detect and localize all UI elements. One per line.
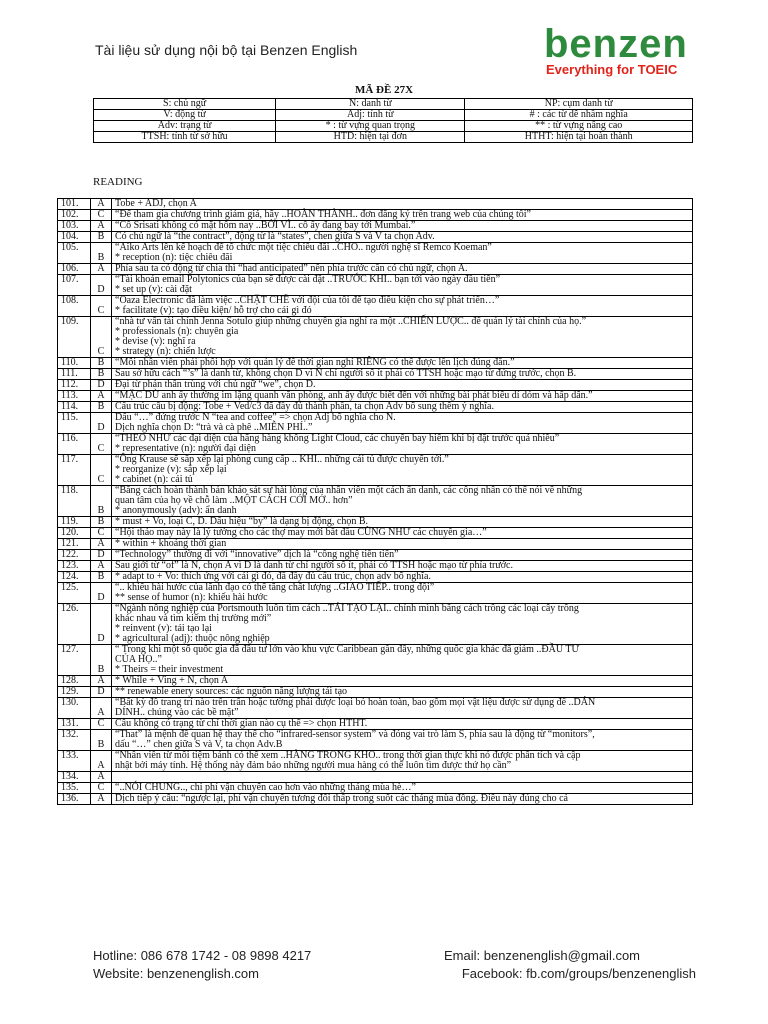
logo-tagline: Everything for TOEIC xyxy=(546,62,678,77)
answer-letter: A xyxy=(91,676,112,687)
question-number: 101. xyxy=(58,199,91,210)
answer-letter: C xyxy=(91,434,112,455)
answer-row xyxy=(58,296,693,317)
answer-row xyxy=(58,455,693,486)
explanation-line: * strategy (n): chiến lược xyxy=(115,346,216,357)
question-number: 112. xyxy=(58,380,91,391)
question-number: 110. xyxy=(58,358,91,369)
explanation-line: “That” là mệnh đề quan hệ thay thế cho “infrared-sensor system” và đóng vai trò làm S, phía sau là động từ “monitors”, xyxy=(115,729,595,740)
answer-row xyxy=(58,358,693,369)
explanation xyxy=(112,719,693,730)
answer-row xyxy=(58,730,693,751)
legend-cell: V: động từ xyxy=(94,110,276,121)
answer-row xyxy=(58,528,693,539)
question-number: 117. xyxy=(58,455,91,486)
question-number: 111. xyxy=(58,369,91,380)
answer-row xyxy=(58,794,693,805)
answer-row xyxy=(58,369,693,380)
explanation xyxy=(112,199,693,210)
explanation xyxy=(112,243,693,264)
explanation-line: * must + Vo, loại C, D. Dấu hiệu “by” là dạng bị động, chọn B. xyxy=(115,516,369,527)
question-number: 118. xyxy=(58,486,91,517)
answer-row xyxy=(58,583,693,604)
answer-letter: C xyxy=(91,296,112,317)
explanation xyxy=(112,572,693,583)
answer-row xyxy=(58,572,693,583)
answer-row xyxy=(58,380,693,391)
question-number: 136. xyxy=(58,794,91,805)
explanation-line: * anonymously (adv): ẩn danh xyxy=(115,505,237,516)
explanation xyxy=(112,550,693,561)
answer-row xyxy=(58,243,693,264)
explanation xyxy=(112,264,693,275)
explanation-line: * Theirs = their investment xyxy=(115,664,224,675)
answer-letter: A xyxy=(91,561,112,572)
legend-cell: TTSH: tính từ sở hữu xyxy=(94,132,276,143)
answer-letter: C xyxy=(91,783,112,794)
question-number: 115. xyxy=(58,413,91,434)
answer-row xyxy=(58,550,693,561)
legend-row xyxy=(94,99,693,110)
question-number: 134. xyxy=(58,772,91,783)
explanation-line: “Để tham gia chương trình giảm giá, hãy ..HOÀN THÀNH.. đơn đăng ký trên trang web của chúng tôi” xyxy=(115,209,531,220)
answer-row xyxy=(58,687,693,698)
explanation-line: Tobe + ADJ, chọn A xyxy=(115,198,197,209)
explanation-line: “Ngành nông nghiệp của Portsmouth luôn tìm cách ..TÁI TẠO LẠI.. chính mình bằng cách trồng các loại cây trồng xyxy=(115,603,579,614)
answer-letter: A xyxy=(91,221,112,232)
answer-letter: D xyxy=(91,604,112,645)
explanation xyxy=(112,783,693,794)
footer-website: Website: benzenenglish.com xyxy=(93,966,259,981)
explanation-line: * professionals (n): chuyên gia xyxy=(115,326,239,337)
answer-row xyxy=(58,772,693,783)
answer-table xyxy=(57,198,693,805)
explanation-line: “THEO NHƯ các đại diện của hãng hàng không Light Cloud, các chuyến bay hiếm khi bị đặt trước quá nhiều” xyxy=(115,433,560,444)
answer-letter: C xyxy=(91,528,112,539)
explanation xyxy=(112,391,693,402)
explanation-line: “Mỗi nhân viên phải phối hợp với quản lý để thời gian nghỉ RIÊNG có thể được lên lịch đúng đắn.” xyxy=(115,357,515,368)
explanation-line: * representative (n): người đại diện xyxy=(115,443,256,454)
explanation xyxy=(112,296,693,317)
explanation xyxy=(112,358,693,369)
explanation xyxy=(112,730,693,751)
explanation-line: “..NÓI CHUNG.., chi phí vận chuyển cao hơn vào những tháng mùa hè…” xyxy=(115,782,416,793)
explanation xyxy=(112,604,693,645)
answer-letter: D xyxy=(91,687,112,698)
question-number: 128. xyxy=(58,676,91,687)
question-number: 106. xyxy=(58,264,91,275)
answer-letter: D xyxy=(91,413,112,434)
question-number: 116. xyxy=(58,434,91,455)
footer-hotline: Hotline: 086 678 1742 - 08 9898 4217 xyxy=(93,948,312,963)
question-number: 135. xyxy=(58,783,91,794)
explanation xyxy=(112,583,693,604)
explanation-line: “MẶC DÙ anh ấy thường im lặng quanh văn phòng, anh ấy được biết đến với những bài phát biểu dí dỏm và hấp dẫn.” xyxy=(115,390,593,401)
explanation-line: “nhà tư vấn tài chính Jenna Sotulo giúp những chuyên gia nghỉ ra một ..CHIẾN LƯỢC.. để quản lý tài chính của họ.” xyxy=(115,316,587,327)
explanation-line: * within + khoảng thời gian xyxy=(115,538,227,549)
explanation xyxy=(112,539,693,550)
answer-letter: D xyxy=(91,583,112,604)
question-number: 131. xyxy=(58,719,91,730)
explanation-line: * agricultural (adj): thuộc nông nghiệp xyxy=(115,633,270,644)
logo-word: benzen xyxy=(544,22,688,66)
section-title: READING xyxy=(93,176,143,188)
answer-letter: B xyxy=(91,243,112,264)
explanation xyxy=(112,221,693,232)
legend-cell: ** : từ vựng nâng cao xyxy=(465,121,693,132)
benzen-logo xyxy=(544,24,686,77)
answer-letter: A xyxy=(91,794,112,805)
answer-letter: C xyxy=(91,317,112,358)
answer-row xyxy=(58,676,693,687)
answer-row xyxy=(58,413,693,434)
question-number: 109. xyxy=(58,317,91,358)
question-number: 133. xyxy=(58,751,91,772)
question-number: 102. xyxy=(58,210,91,221)
explanation-line: * adapt to + Vo: thích ứng với cái gì đó, đã đầy đủ cấu trúc, chọn adv bổ nghĩa. xyxy=(115,571,431,582)
legend-row xyxy=(94,132,693,143)
answer-letter: C xyxy=(91,455,112,486)
answer-row xyxy=(58,391,693,402)
answer-row xyxy=(58,751,693,772)
footer-email: Email: benzenenglish@gmail.com xyxy=(444,948,641,963)
answer-row xyxy=(58,539,693,550)
explanation-line: * facilitate (v): tạo điều kiện/ hỗ trợ cho cái gì đó xyxy=(115,305,312,316)
legend-table xyxy=(93,98,693,143)
explanation xyxy=(112,275,693,296)
answer-row xyxy=(58,199,693,210)
explanation xyxy=(112,751,693,772)
answer-letter: A xyxy=(91,199,112,210)
question-number: 129. xyxy=(58,687,91,698)
question-number: 105. xyxy=(58,243,91,264)
explanation-line: Cấu trúc câu bị động: Tobe + Ved/c3 đã đầy đủ thành phần, ta chọn Adv bổ sung thêm ý nghĩa. xyxy=(115,401,494,412)
explanation-line: “Oaza Electronic đã làm việc ..CHẶT CHẼ với đội của tôi để tạo điều kiện cho sự phát triển…” xyxy=(115,295,500,306)
question-number: 124. xyxy=(58,572,91,583)
answer-letter: B xyxy=(91,645,112,676)
answer-letter: B xyxy=(91,232,112,243)
legend-cell: Adj: tính từ xyxy=(276,110,465,121)
explanation xyxy=(112,794,693,805)
question-number: 132. xyxy=(58,730,91,751)
explanation-line: * While + Ving + N, chọn A xyxy=(115,675,229,686)
answer-row xyxy=(58,604,693,645)
explanation xyxy=(112,561,693,572)
answer-row xyxy=(58,783,693,794)
explanation-line: * reinvent (v): tái tạo lại xyxy=(115,623,212,634)
answer-letter: B xyxy=(91,572,112,583)
question-number: 103. xyxy=(58,221,91,232)
explanation xyxy=(112,210,693,221)
explanation-line: khác nhau và tìm kiếm thị trường mới” xyxy=(115,613,272,624)
explanation-line: “.. khiếu hài hước của lãnh đạo có thể tăng chất lượng ..GIAO TIẾP.. trong đội” xyxy=(115,582,435,593)
answer-row xyxy=(58,317,693,358)
explanation xyxy=(112,455,693,486)
answer-row xyxy=(58,434,693,455)
explanation xyxy=(112,645,693,676)
answer-letter: D xyxy=(91,380,112,391)
explanation-line: * cabinet (n): cái tủ xyxy=(115,474,193,485)
explanation xyxy=(112,517,693,528)
explanation-line: “Hội thảo may này là lý tưởng cho các thợ may mới bắt đầu CŨNG NHƯ các chuyên gia…” xyxy=(115,527,487,538)
explanation-line: Câu không có trạng từ chỉ thời gian nào cụ thể => chọn HTHT. xyxy=(115,718,368,729)
explanation-line: Đại từ phản thân trùng với chủ ngữ “we”, chọn D. xyxy=(115,379,316,390)
explanation-line: dấu “…” chen giữa S và V, ta chọn Adv.B xyxy=(115,739,283,750)
question-number: 126. xyxy=(58,604,91,645)
answer-row xyxy=(58,275,693,296)
question-number: 108. xyxy=(58,296,91,317)
explanation-line: * reception (n): tiệc chiêu đãi xyxy=(115,252,233,263)
explanation-line: Sau sở hữu cách “’s” là danh từ, không chọn D vì N chỉ người số ít phải có TTSH hoặc mạo từ đứng trước, chọn B. xyxy=(115,368,577,379)
question-number: 114. xyxy=(58,402,91,413)
legend-cell: HTD: hiện tại đơn xyxy=(276,132,465,143)
explanation-line: ** sense of humor (n): khiếu hài hước xyxy=(115,592,268,603)
explanation xyxy=(112,772,693,783)
legend-cell: N: danh từ xyxy=(276,99,465,110)
explanation-line: “Cô Srisati không có mặt hôm nay ..BỞI VÌ.. cô ấy đang bay tới Mumbai.” xyxy=(115,220,416,231)
explanation xyxy=(112,232,693,243)
legend-cell: HTHT: hiện tại hoàn thành xyxy=(465,132,693,143)
question-number: 121. xyxy=(58,539,91,550)
answer-letter: C xyxy=(91,719,112,730)
answer-letter: B xyxy=(91,517,112,528)
footer-facebook: Facebook: fb.com/groups/benzenenglish xyxy=(461,966,696,981)
answer-letter: A xyxy=(91,751,112,772)
explanation-line: nhật bởi máy tính. Hệ thống này đảm bảo những người mua hàng có thể luôn tìm được thứ họ cần” xyxy=(115,760,512,771)
explanation-line: Sau giới từ “of” là N, chọn A vì D là danh từ chỉ người số ít, phải có TTSH hoặc mạo từ phía trước. xyxy=(115,560,513,571)
answer-row xyxy=(58,561,693,572)
explanation xyxy=(112,676,693,687)
answer-row xyxy=(58,402,693,413)
explanation xyxy=(112,402,693,413)
legend-cell: Adv: trạng từ xyxy=(94,121,276,132)
explanation-line: DÍNH.. chúng vào các bề mặt” xyxy=(115,707,239,718)
explanation xyxy=(112,369,693,380)
explanation xyxy=(112,528,693,539)
answer-letter: B xyxy=(91,358,112,369)
legend-cell: S: chủ ngữ xyxy=(94,99,276,110)
answer-row xyxy=(58,264,693,275)
explanation xyxy=(112,413,693,434)
answer-row xyxy=(58,645,693,676)
explanation xyxy=(112,380,693,391)
explanation-line: quan tâm của họ về chỗ làm ..MỘT CÁCH CỞI MỞ.. hơn” xyxy=(115,495,353,506)
explanation-line: ** renewable enery sources: các nguồn năng lượng tái tạo xyxy=(115,686,348,697)
explanation-line: “Ông Krause sẽ sắp xếp lại phòng cung cấp .. KHI.. những cái tủ được chuyển tới.” xyxy=(115,454,449,465)
explanation xyxy=(112,486,693,517)
answer-letter: A xyxy=(91,539,112,550)
explanation-line: “Nhân viên từ mỗi tiệm bánh có thể xem ..HÀNG TRONG KHO.. trong thời gian thực khi nó được phân tích và cập xyxy=(115,750,581,761)
explanation-line: Dịch tiếp ý câu: “ngược lại, phí vận chuyển tương đối thấp trong suốt các tháng mùa đông. Điều này đúng cho cả xyxy=(115,793,568,804)
explanation-line: “Bằng cách hoàn thành bản khảo sát sự hài lòng của nhân viên một cách ẩn danh, các công nhân có thể nói về những xyxy=(115,485,583,496)
question-number: 130. xyxy=(58,698,91,719)
explanation-line: * set up (v): cài đặt xyxy=(115,284,192,295)
explanation xyxy=(112,434,693,455)
question-number: 125. xyxy=(58,583,91,604)
legend-cell: # : các từ dễ nhầm nghĩa xyxy=(465,110,693,121)
answer-letter: A xyxy=(91,264,112,275)
explanation xyxy=(112,687,693,698)
answer-row xyxy=(58,719,693,730)
answer-row xyxy=(58,486,693,517)
answer-letter: B xyxy=(91,369,112,380)
explanation xyxy=(112,317,693,358)
explanation-line: Phía sau ta có động từ chia thì “had anticipated” nên phía trước cần có chủ ngữ, chọn A. xyxy=(115,263,468,274)
legend-row xyxy=(94,121,693,132)
question-number: 120. xyxy=(58,528,91,539)
explanation-line: “Technology” thường đi với “innovative” dịch là “công nghệ tiên tiến” xyxy=(115,549,399,560)
legend-cell: * : từ vựng quan trọng xyxy=(276,121,465,132)
question-number: 122. xyxy=(58,550,91,561)
answer-letter: C xyxy=(91,210,112,221)
explanation-line: Có chủ ngữ là “the contract”, động từ là “states”, chen giữa S và V ta chọn Adv. xyxy=(115,231,435,242)
answer-letter: B xyxy=(91,730,112,751)
explanation-line: “Aiko Arts lên kế hoạch để tổ chức một tiệc chiêu đãi ..CHO.. người nghệ sĩ Remco Koeman” xyxy=(115,242,492,253)
document-header-text: Tài liệu sử dụng nội bộ tại Benzen English xyxy=(95,42,358,58)
explanation-line: * devise (v): nghĩ ra xyxy=(115,336,196,347)
explanation-line: * reorganize (v): sắp xếp lại xyxy=(115,464,227,475)
answer-letter: A xyxy=(91,698,112,719)
answer-letter: D xyxy=(91,550,112,561)
legend-cell: NP: cụm danh từ xyxy=(465,99,693,110)
answer-letter: D xyxy=(91,275,112,296)
explanation-line: CỦA HỌ..” xyxy=(115,654,162,665)
answer-letter: A xyxy=(91,772,112,783)
answer-row xyxy=(58,232,693,243)
explanation-line: “Tài khoản email Polytonics của bạn sẽ được cài đặt ..TRƯỚC KHI.. bạn tới vào ngày đầu tiên” xyxy=(115,274,501,285)
question-number: 104. xyxy=(58,232,91,243)
question-number: 119. xyxy=(58,517,91,528)
answer-row xyxy=(58,517,693,528)
explanation-line: Dấu “…” đứng trước N “tea and coffee” => chọn Adj bổ nghĩa cho N. xyxy=(115,412,396,423)
exam-code-title: MÃ ĐỀ 27X xyxy=(354,84,414,96)
explanation-line: “ Trong khi một số quốc gia đã đầu tư lớn vào khu vực Caribbean gần đây, những quốc gia khác đã giảm ..ĐẦU TƯ xyxy=(115,644,580,655)
explanation xyxy=(112,698,693,719)
legend-row xyxy=(94,110,693,121)
question-number: 113. xyxy=(58,391,91,402)
answer-letter: B xyxy=(91,402,112,413)
question-number: 127. xyxy=(58,645,91,676)
answer-row xyxy=(58,221,693,232)
question-number: 107. xyxy=(58,275,91,296)
answer-row xyxy=(58,210,693,221)
question-number: 123. xyxy=(58,561,91,572)
answer-letter: B xyxy=(91,486,112,517)
answer-row xyxy=(58,698,693,719)
answer-letter: A xyxy=(91,391,112,402)
explanation-line: “Bất kỳ đồ trang trí nào trên trần hoặc tường phải được loại bỏ hoàn toàn, bao gồm mọi vật liệu được sử dụng để ..DÁN xyxy=(115,697,596,708)
explanation-line: Dịch nghĩa chọn D: “trà và cà phê ..MIỄN PHÍ..” xyxy=(115,422,313,433)
